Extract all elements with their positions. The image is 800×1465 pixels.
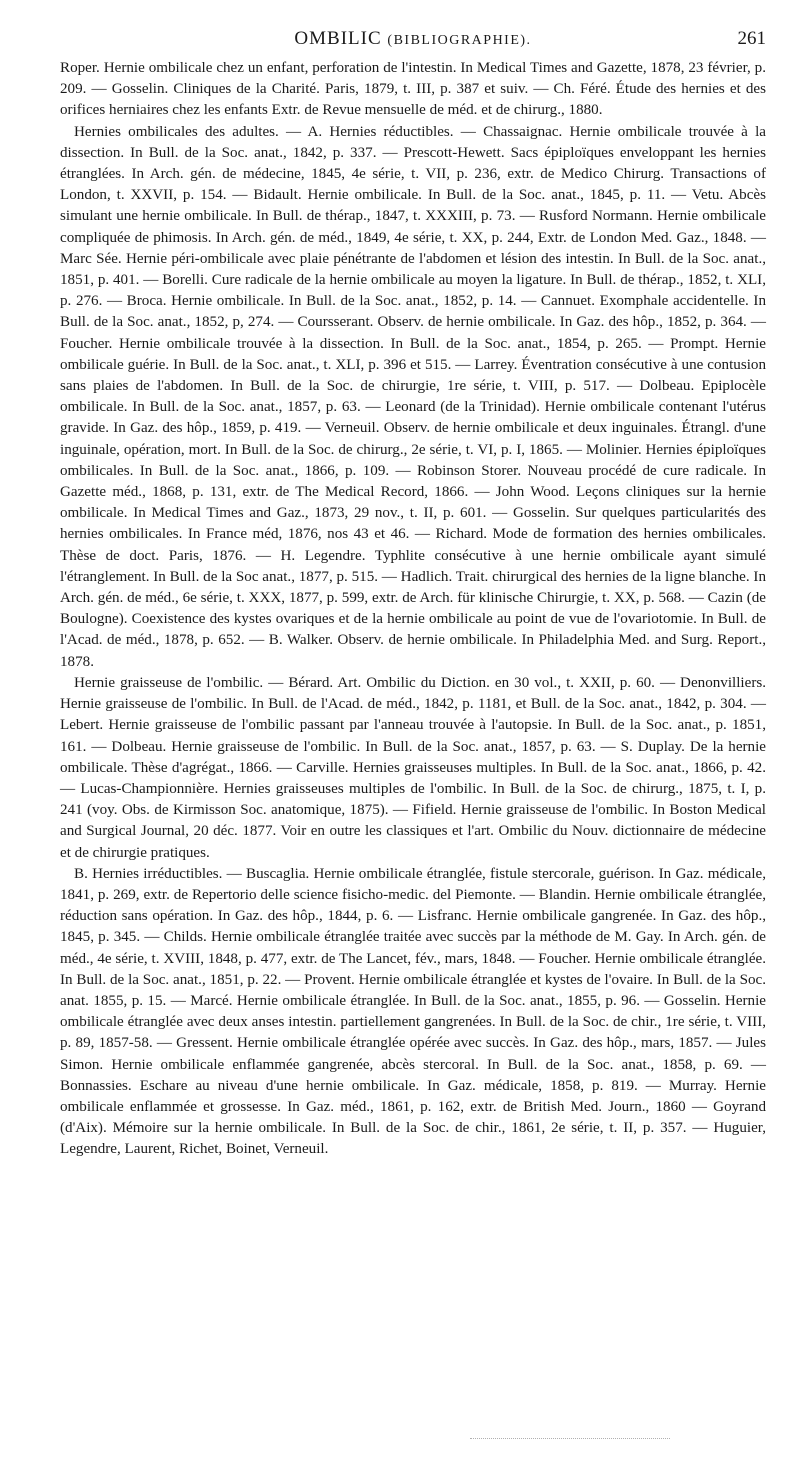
running-title	[60, 28, 766, 50]
running-title-sub: (BIBLIOGRAPHIE).	[387, 33, 532, 48]
page-number: 261	[737, 28, 766, 49]
bibliography-paragraph: Hernie graisseuse de l'ombilic. — Bérard. Art. Ombilic du Diction. en 30 vol., t. XXII, p. 60. — Denonvilliers. Hernie graisseuse de l'ombilic. In Bull. de l'Acad. de méd., 1842, p. 1181, et Bull. de la Soc. anat., 1842, p. 304. — Lebert. Hernie graisseuse de l'ombilic passant par l'anneau trouvée à l'autopsie. In Bull. de la Soc. anat., p. 1851, 161. — Dolbeau. Hernie graisseuse de l'ombilic. In Bull. de la Soc. anat., 1857, p. 63. — S. Duplay. De la hernie ombilicale. Thèse d'agrégat., 1866. — Carville. Hernies graisseuses multiples. In Bull. de la Soc. anat., 1866, p. 42. — Lucas-Championnière. Hernies graisseuses multiples de l'ombilic. In Bull. de la Soc. de chirurg., 1875, t. I, p. 241 (voy. Obs. de Kirmisson Soc. anatomique, 1875). — Fifield. Hernie graisseuse de l'ombilic. In Boston Medical and Surgical Journal, 20 déc. 1877. Voir en outre les classiques et l'art. Ombilic du Nouv. dictionnaire de médecine et de chirurgie pratiques.	[60, 674, 766, 861]
bibliography-paragraph: Hernies ombilicales des adultes. — A. Hernies réductibles. — Chassaignac. Hernie ombilicale trouvée à la dissection. In Bull. de la Soc. anat., 1842, p. 337. — Prescott-Hewett. Sacs épiploïques enveloppant les hernies étranglées. In Arch. gén. de médecine, 1845, 4e série, t. VII, p. 236, extr. de Medico Chirurg. Transactions of London, t. XXVII, p. 154. — Bidault. Hernie ombilicale. In Bull. de la Soc. anat., 1845, p. 11. — Vetu. Abcès simulant une hernie ombilicale. In Bull. de thérap., 1847, t. XXXIII, p. 73. — Rusford Normann. Hernie ombilicale compliquée de phimosis. In Arch. gén. de méd., 1849, 4e série, t. XX, p. 244, Extr. de London Med. Gaz., 1848. — Marc Sée. Hernie péri-ombilicale avec plaie pénétrante de l'abdomen et lésion des intestin. In Bull. de la Soc. anat., 1851, p. 401. — Borelli. Cure radicale de la hernie ombilicale au moyen la ligature. In Bull. de thérap., 1852, t. XLI, p. 276. — Broca. Hernie ombilicale. In Bull. de la Soc. anat., 1852, p. 14. — Cannuet. Exomphale accidentelle. In Bull. de la Soc. anat., 1852, p, 274. — Coursserant. Observ. de hernie ombilicale. In Gaz. des hôp., 1852, p. 364. — Foucher. Hernie ombilicale trouvée à la dissection. In Bull. de la Soc. anat., 1854, p. 265. — Prompt. Hernie ombilicale guérie. In Bull. de la Soc. anat., t. XLI, p. 396 et 515. — Larrey. Éventration consécutive à une contusion sans plaies de l'abdomen. In Bull. de la Soc. de chirurgie, 1re série, t. VIII, p. 517. — Dolbeau. Epiplocèle ombilicale. In Bull. de la Soc. anat., 1857, p. 63. — Leonard (de la Trinidad). Hernie ombilicale contenant l'utérus gravide. In Gaz. des hôp., 1859, p. 419. — Verneuil. Observ. de hernie ombilicale et deux inguinales. Étrangl. d'une inguinale, opération, mort. In Bull. de la Soc. de chirurg., 2e série, t. VI, p. I, 1865. — Molinier. Hernies épiploïques ombilicales. In Bull. de la Soc. anat., 1866, p. 109. — Robinson Storer. Nouveau procédé de cure radicale. In Gazette méd., 1868, p. 131, extr. de The Medical Record, 1866. — John Wood. Leçons cliniques sur la hernie ombilicale. In Medical Times and Gaz., 1873, 29 nov., t. II, p. 601. — Gosselin. Sur quelques particularités des hernies ombilicales. In France méd, 1876, nos 43 et 46. — Richard. Mode de formation des hernies ombilicales. Thèse de doct. Paris, 1876. — H. Legendre. Typhlite consécutive à une hernie ombilicale ayant simulé l'étranglement. In Bull. de la Soc anat., 1877, p. 515. — Hadlich. Trait. chirurgical des hernies de la ligne blanche. In Arch. gén. de méd., 6e série, t. XXX, 1877, p. 599, extr. de Arch. für klinische Chirurgie, t. XX, p. 568. — Cazin (de Boulogne). Coexistence des kystes ovariques et de la hernie ombilicale au point de vue de l'ovariotomie. In Bull. de l'Acad. de méd., 1878, p. 652. — B. Walker. Observ. de hernie ombilicale. In Philadelphia Med. and Surg. Report., 1878.	[60, 123, 766, 670]
bibliography-paragraph: Roper. Hernie ombilicale chez un enfant, perforation de l'intestin. In Medical Times and Gazette, 1878, 23 février, p. 209. — Gosselin. Cliniques de la Charité. Paris, 1879, t. III, p. 387 et suiv. — Ch. Féré. Étude des hernies et des orifices herniaires chez les enfants Extr. de Revue mensuelle de méd. et de chirurg., 1880.	[60, 60, 766, 119]
bibliography-text	[60, 58, 766, 1161]
bibliography-paragraph: B. Hernies irréductibles. — Buscaglia. Hernie ombilicale étranglée, fistule stercorale, guérison. In Gaz. médicale, 1841, p. 269, extr. de Repertorio delle science fisicho-medic. del Piemonte. — Blandin. Hernie ombilicale étranglée, réduction sans opération. In Gaz. des hôp., 1844, p. 6. — Lisfranc. Hernie ombilicale gangrenée. In Gaz. des hôp., 1845, p. 345. — Childs. Hernie ombilicale étranglée traitée avec succès par la méthode de M. Gay. In Arch. gén. de méd., 4e série, t. XVIII, 1848, p. 477, extr. de The Lancet, fév., mars, 1848. — Foucher. Hernie ombilicale étranglée. In Bull. de la Soc. anat., 1851, p. 22. — Provent. Hernie ombilicale étranglée et kystes de l'ovaire. In Bull. de la Soc. anat. 1855, p. 15. — Marcé. Hernie ombilicale étranglée. In Bull. de la Soc. anat., 1855, p. 96. — Gosselin. Hernie ombilicale étranglée avec deux anses intestin. partiellement gangrenées. In Bull. de la Soc. de chir., 1re série, t. VIII, p. 89, 1857-58. — Gressent. Hernie ombilicale étranglée opérée avec succès. In Gaz. des hôp., mars, 1857. — Jules Simon. Hernie ombilicale enflammée gangrenée, abcès stercoral. In Bull. de la Soc. anat., 1858, p. 69. — Bonnassies. Eschare au niveau d'une hernie ombilicale. In Gaz. médicale, 1858, p. 819. — Murray. Hernie ombilicale enflammée et grossesse. In Gaz. méd., 1861, p. 162, extr. de British Med. Journ., 1860 — Goyrand (d'Aix). Mémoire sur la hernie ombilicale. In Bull. de la Soc. de chir., 1861, 2e série, t. II, p. 357. — Huguier, Legendre, Laurent, Richet, Boinet, Verneuil.	[60, 865, 766, 1158]
bottom-divider	[470, 1438, 670, 1439]
running-title-main: OMBILIC	[294, 28, 382, 49]
page-header	[60, 22, 766, 58]
